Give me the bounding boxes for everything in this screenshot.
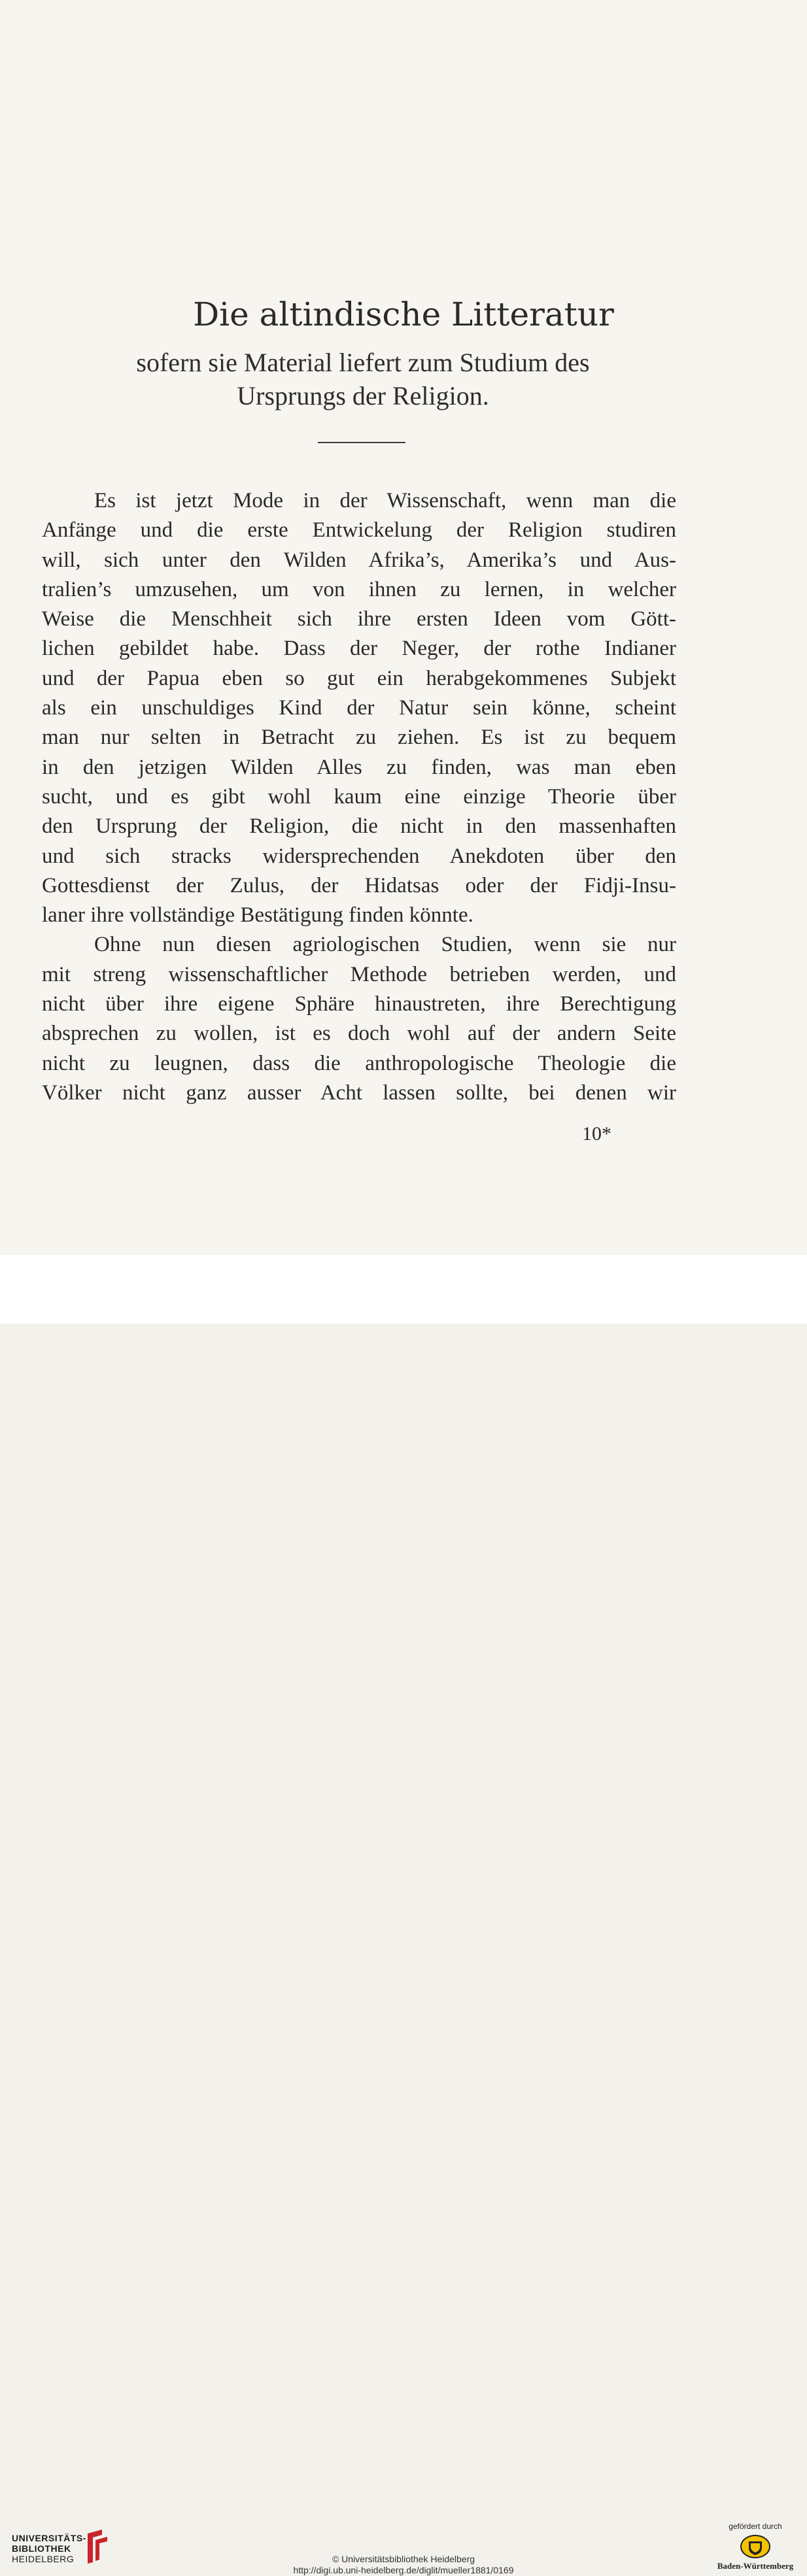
chapter-subtitle-line-1: sofern sie Material liefert zum Studium des [136,348,590,377]
text-line: Anfänge und die erste Entwickelung der Religion studiren [42,518,676,543]
library-name-line-1: UNIVERSITÄTS- [12,2533,86,2543]
text-line: Ohne nun diesen agriologischen Studien, wenn sie nur [94,933,676,957]
text-line: will, sich unter den Wilden Afrika’s, Amerika’s und Aus- [42,548,676,572]
text-line: Weise die Menschheit sich ihre ersten Ideen vom Gött- [42,607,676,631]
text-line: in den jetzigen Wilden Alles zu finden, was man eben [42,755,676,779]
library-name-line-2: BIBLIOTHEK [12,2543,71,2554]
footer-bar [0,1255,807,2575]
title-divider [318,442,405,443]
scanned-page [0,0,807,1255]
text-line: absprechen zu wollen, ist es doch wohl auf der andern Seite [42,1022,676,1046]
text-line: als ein unschuldiges Kind der Natur sein könne, scheint [42,696,676,720]
copyright-text: © Universitätsbibliothek Heidelberg [332,2554,475,2564]
body-text [42,486,676,1108]
text-line: mit streng wissenschaftlicher Methode betrieben werden, und [42,962,676,986]
text-line: laner ihre vollständige Bestätigung finden könnte. [42,903,473,928]
sponsor-label: gefördert durch [729,2522,782,2531]
chapter-subtitle-line-2: Ursprungs der Religion. [237,381,489,410]
state-seal-icon [739,2534,772,2560]
text-line: und sich stracks widersprechenden Anekdoten über den [42,844,676,868]
text-line: Gottesdienst der Zulus, der Hidatsas oder der Fidji-Insu- [42,873,676,897]
chapter-title: Die altindische Litteratur [193,295,614,333]
text-line: Völker nicht ganz ausser Acht lassen sollte, bei denen wir [42,1080,676,1105]
permalink-url[interactable]: http://digi.ub.uni-heidelberg.de/diglit/mueller1881/0169 [293,2565,514,2575]
text-line: und der Papua eben so gut ein herabgekommenes Subjekt [42,666,676,690]
library-name-line-3: HEIDELBERG [12,2554,75,2564]
copyright-notice [0,2554,807,2576]
text-line: Es ist jetzt Mode in der Wissenschaft, wenn man die [94,489,676,512]
text-line: tralien’s umzusehen, um von ihnen zu lernen, in welcher [42,577,676,601]
page-number: 10* [582,1123,611,1145]
text-line: sucht, und es gibt wohl kaum eine einzige Theorie über [42,784,676,809]
text-line: nicht zu leugnen, dass die anthropologische Theologie die [42,1051,676,1075]
text-line: nicht über ihre eigene Sphäre hinaustreten, ihre Berechtigung [42,992,676,1016]
text-line: lichen gebildet habe. Dass der Neger, der rothe Indianer [42,637,676,661]
text-line: man nur selten in Betracht zu ziehen. Es ist zu bequem [42,726,676,750]
sponsor-block [713,2522,798,2571]
text-line: den Ursprung der Religion, die nicht in den massenhaften [42,814,676,839]
sponsor-name: Baden-Württemberg [717,2561,794,2571]
